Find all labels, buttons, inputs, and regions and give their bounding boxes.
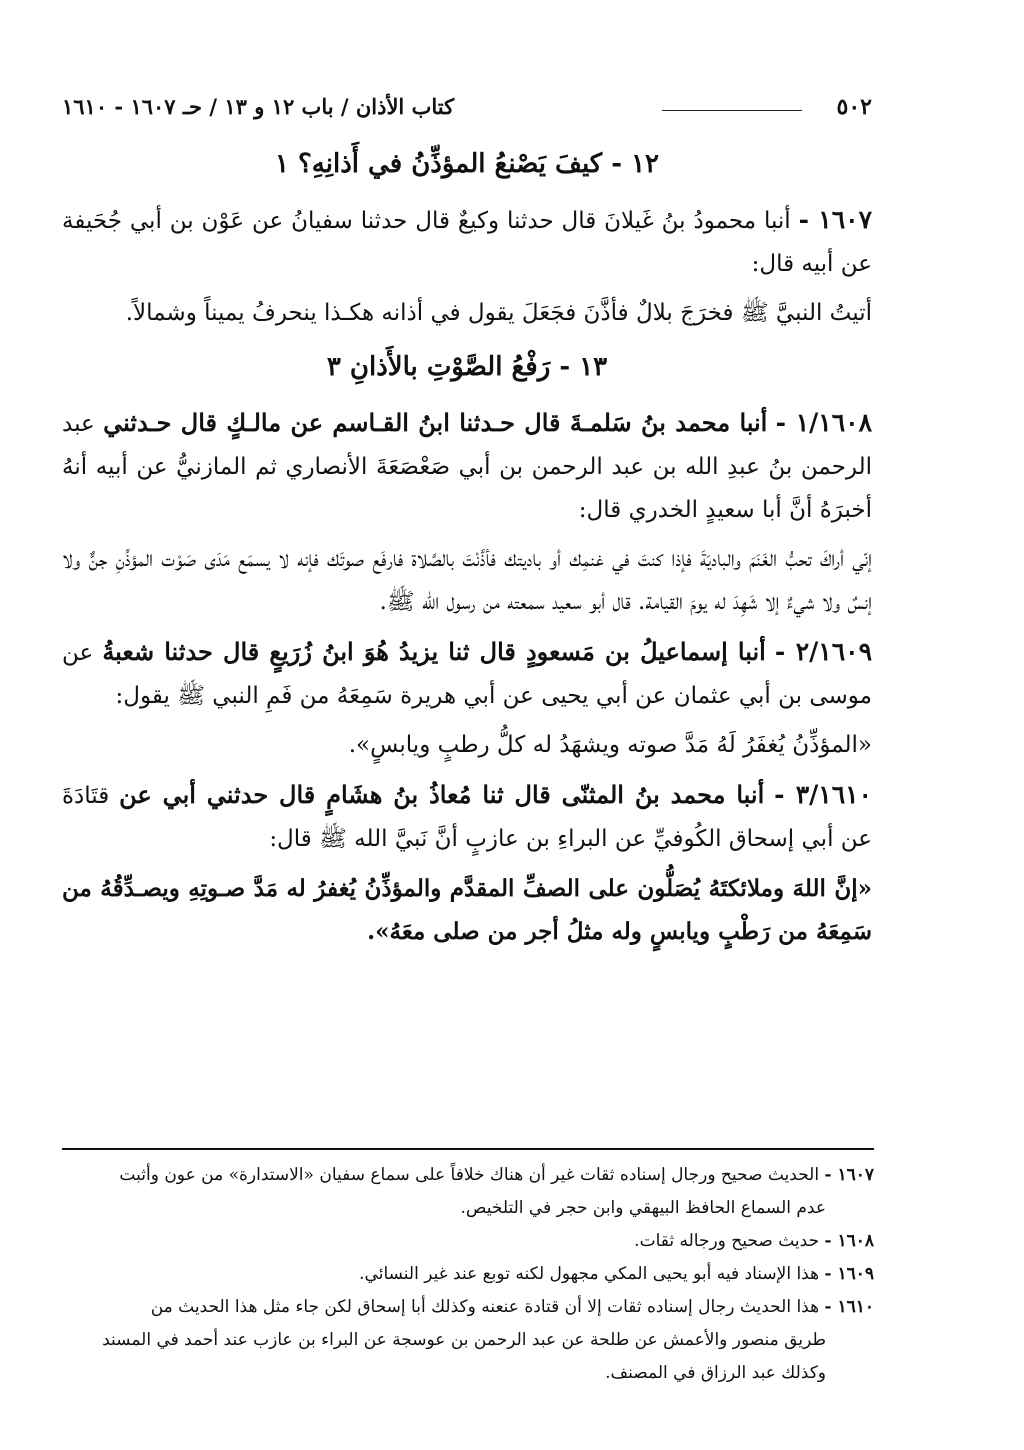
footnote-1608	[62, 1226, 874, 1257]
footnote-1609-text: هذا الإسناد فيه أبو يحيى المكي مجهول لكنه توبع عند غير النسائي.	[359, 1264, 820, 1284]
hadith-1610-isnad-text: قتَادَةَ عن أبي إسحاق الكُوفيِّ عن البراءِ بن عازبٍ أنَّ نَبيَّ الله ﷺ قال:	[62, 783, 872, 852]
footnote-divider	[62, 1148, 874, 1150]
hadith-1610-lead: أنبا محمد بنُ المثنّى قال ثنا مُعاذُ بنُ هشَامٍ قال حدثني أبي عن	[119, 780, 765, 809]
header-rule	[662, 110, 802, 111]
hadith-1608-lead: أنبا محمد بنُ سَلمـةَ قال حـدثنا ابنُ القـاسم عن مالـكٍ قال حـدثني	[103, 408, 768, 437]
footnote-1610-text: هذا الحديث رجال إسناده ثقات إلا أن قتادة عنعنه وكذلك أبا إسحاق لكن جاء مثل هذا الحديث من	[150, 1297, 820, 1317]
hadith-1607-isnad-text: أنبا محمودُ بنُ غَيلانَ قال حدثنا وكيعٌ قال حدثنا سفيانُ عن عَوْن بن أبي جُحَيفة عن أبيه قال:	[62, 208, 872, 277]
footnote-1607-text: الحديث صحيح ورجال إسناده ثقات غير أن هناك خلافاً على سماع سفيان «الاستدارة» من عون وأثبت	[119, 1165, 820, 1185]
footnote-1610-number: ١٦١٠ -	[824, 1297, 874, 1317]
footnote-1609	[62, 1259, 874, 1290]
hadith-1609-isnad-text: عن موسى بن أبي عثمان عن أبي يحيى عن أبي هريرة سَمِعَهُ من فَمِ النبي ﷺ يقول:	[62, 640, 872, 709]
footnote-1607	[62, 1160, 874, 1191]
footnote-1610-continuation-2: وكذلك عبد الرزاق في المصنف.	[605, 1363, 826, 1383]
page-number: ٥٠٢	[836, 94, 872, 120]
hadith-1608-number: ١/١٦٠٨ -	[775, 408, 873, 437]
hadith-1609-isnad	[62, 630, 872, 718]
footnote-1609-number: ١٦٠٩ -	[824, 1264, 874, 1284]
footnotes	[62, 1160, 874, 1391]
hadith-1609-number: ٢/١٦٠٩ -	[774, 637, 873, 666]
hadith-1607-number: ١٦٠٧ -	[798, 205, 872, 234]
hadith-1607-matn: أتيتُ النبيَّ ﷺ فخرَجَ بلالٌ فأذَّنَ فجَعَلَ يقول في أذانه هكـذا ينحرفُ يميناً وشمالاً.	[125, 300, 872, 326]
footnote-1607-number: ١٦٠٧ -	[824, 1165, 874, 1185]
page-header	[62, 90, 872, 124]
footnote-1607-continuation: عدم السماع الحافظ البيهقي وابن حجر في التلخيص.	[460, 1198, 826, 1218]
main-text	[62, 142, 872, 959]
hadith-1609-lead: أنبا إسماعيلُ بن مَسعودٍ قال ثنا يزيدُ هُوَ ابنُ زُرَيعٍ قال حدثنا شعبةُ	[102, 637, 766, 666]
chapter-13-title: ١٣ - رَفْعُ الصَّوْتِ بالأَذانِ ٣	[326, 352, 608, 382]
hadith-1610-number: ٣/١٦١٠ -	[774, 780, 872, 809]
hadith-1608-isnad-text: عبد الرحمن بنُ عبدِ الله بن عبد الرحمن بن أبي صَعْصَعَةَ الأنصاري ثم المازنيُّ عن أبيه أنهُ أخبرَهُ أنَّ أبا سعيدٍ الخدري قال:	[62, 411, 872, 523]
footnote-1608-text: حديث صحيح ورجاله ثقات.	[634, 1231, 820, 1251]
footnote-1608-number: ١٦٠٨ -	[824, 1231, 874, 1251]
chapter-12-title: ١٢ - كيفَ يَصْنعُ المؤذِّنُ في أَذانِهِ؟ ١	[274, 149, 660, 179]
hadith-1608-matn: إنّي أراكَ تحبُّ الغَنَمَ والباديَةَ فإذا كنتَ في غنمِك أو باديتك فأذَّنْتَ بالصَّلاة فارفَع صوتَك فإنه لا يسمَع مَدَى صَوْت المؤذِّنِ جنٌّ ولا إنسٌ ولا شيءٌ إلا شَهِدَ له يومَ القيامة. قال أبو سعيد سمعته من رسول الله ﷺ.	[62, 546, 872, 615]
hadith-1610-isnad	[62, 773, 872, 861]
hadith-1610-matn: «إنَّ اللهَ وملائكتَهُ يُصَلُّون على الصفِّ المقدَّم والمؤذِّنُ يُغفرُ له مَدَّ صـوتِهِ ويصـدِّقُهُ من سَمِعَهُ من رَطْبٍ ويابسٍ وله مثلُ أجر من صلى معَهُ».	[62, 875, 872, 945]
hadith-1607-isnad	[62, 198, 872, 286]
hadith-1608-isnad	[62, 401, 872, 532]
hadith-1609-matn: «المؤذِّنُ يُغفَرُ لَهُ مَدَّ صوته ويشهَدُ له كلُّ رطبٍ ويابسٍ».	[348, 732, 872, 758]
footnote-1610-continuation-1: طريق منصور والأعمش عن طلحة عن عبد الرحمن بن عوسجة عن البراء بن عازب عند أحمد في المسند	[102, 1330, 826, 1350]
running-title: كتاب الأذان / باب ١٢ و ١٣ / حـ ١٦٠٧ - ١٦١٠	[62, 94, 455, 119]
footnote-1610	[62, 1292, 874, 1323]
